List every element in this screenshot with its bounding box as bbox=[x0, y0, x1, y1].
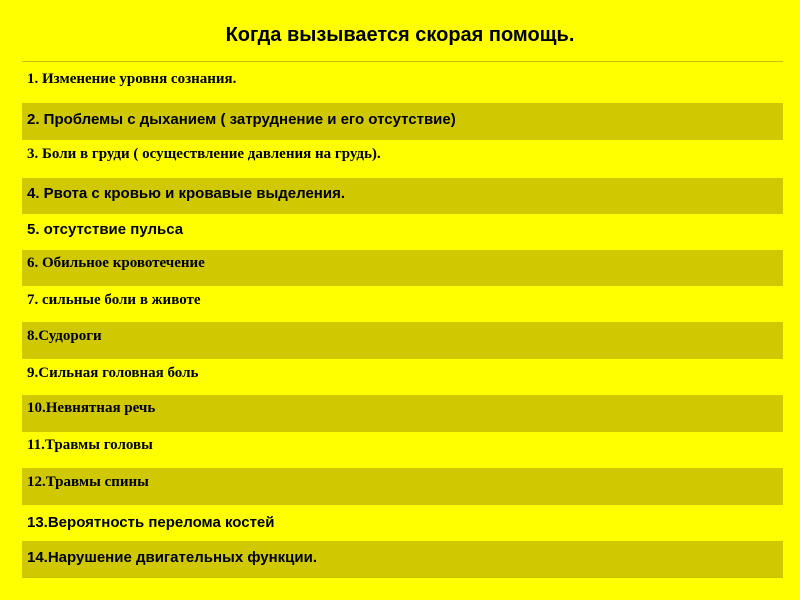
list-item-text: 9.Сильная головная боль bbox=[27, 365, 199, 381]
list-item-text: 1. Изменение уровня сознания. bbox=[27, 71, 237, 87]
list-item-text: 8.Судороги bbox=[27, 328, 102, 344]
list-item-text: 11.Травмы головы bbox=[27, 437, 153, 453]
list-item bbox=[22, 214, 783, 250]
list-item-text: 6. Обильное кровотечение bbox=[27, 255, 205, 271]
list-item bbox=[22, 103, 783, 140]
list-item bbox=[22, 468, 783, 505]
list-item bbox=[22, 432, 783, 468]
list-item bbox=[22, 395, 783, 432]
list-item-text: 10.Невнятная речь bbox=[27, 400, 156, 416]
page-title: Когда вызывается скорая помощь. bbox=[225, 24, 575, 46]
list-item-text: 14.Нарушение двигательных функции. bbox=[27, 549, 318, 566]
emergency-list bbox=[22, 61, 783, 578]
list-item bbox=[22, 322, 783, 359]
list-item bbox=[22, 505, 783, 541]
list-item-text: 7. сильные боли в животе bbox=[27, 292, 201, 308]
list-item bbox=[22, 140, 783, 178]
list-item bbox=[22, 250, 783, 286]
list-item bbox=[22, 62, 783, 103]
list-item bbox=[22, 286, 783, 322]
list-item-text: 3. Боли в груди ( осуществление давления на грудь). bbox=[27, 146, 381, 162]
list-item-text: 2. Проблемы с дыханием ( затруднение и его отсутствие) bbox=[27, 111, 456, 128]
list-item bbox=[22, 359, 783, 395]
list-item-text: 13.Вероятность перелома костей bbox=[27, 514, 275, 531]
list-item-text: 4. Рвота с кровью и кровавые выделения. bbox=[27, 185, 346, 202]
list-item-text: 12.Травмы спины bbox=[27, 474, 149, 490]
list-item bbox=[22, 178, 783, 214]
list-item bbox=[22, 541, 783, 577]
list-item-text: 5. отсутствие пульса bbox=[27, 221, 184, 238]
